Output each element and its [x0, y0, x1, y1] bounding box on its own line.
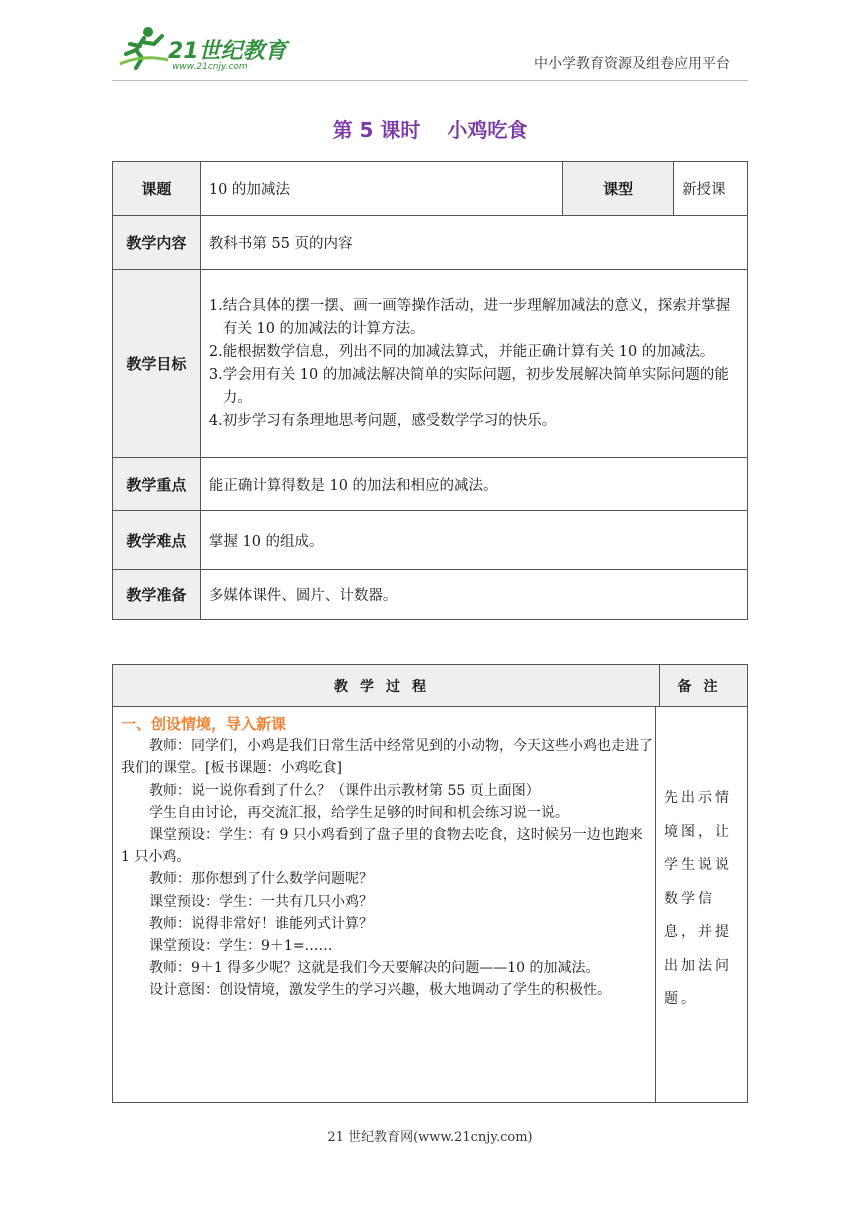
table-row: [113, 458, 748, 511]
process-paragraph: 课堂预设：学生：有 9 只小鸡看到了盘子里的食物去吃食，这时候另一边也跑来 1 只小鸡。: [121, 827, 643, 866]
table-row: [113, 570, 748, 620]
difficulty-label: 教学难点: [113, 511, 201, 570]
header-divider: [112, 80, 748, 81]
difficulty-value: 掌握 10 的组成。: [200, 511, 747, 570]
process-paragraph: 教师：同学们，小鸡是我们日常生活中经常见到的小动物，今天这些小鸡也走进了我们的课堂。[板书课题：小鸡吃食]: [121, 738, 653, 777]
section-title: 一、创设情境，导入新课: [121, 715, 287, 733]
lesson-name: 小鸡吃食: [447, 118, 528, 142]
table-row: [113, 162, 748, 216]
goal-item: 3.学会用有关 10 的加减法解决简单的实际问题，初步发展解决简单实际问题的能力。: [208, 366, 729, 406]
process-paragraph: 教师：9＋1 得多少呢？这就是我们今天要解决的问题——10 的加减法。: [149, 960, 600, 977]
process-content: [113, 707, 748, 1103]
lesson-number: 第 5 课时: [332, 118, 421, 142]
logo-url: www.21cnjy.com: [172, 62, 248, 72]
running-figure-icon: [118, 24, 170, 72]
table-row: [113, 216, 748, 270]
goal-item: 4.初步学习有条理地思考问题，感受数学学习的快乐。: [208, 412, 557, 429]
topic-label: 课题: [113, 162, 201, 216]
lesson-info-table: [112, 161, 748, 620]
page-footer: 21 世纪教育网(www.21cnjy.com): [327, 1130, 533, 1145]
goal-item: 1.结合具体的摆一摆、画一画等操作活动，进一步理解加减法的意义，探索并掌握有关 10 的加减法的计算方法。: [208, 297, 731, 337]
notes-header: 备注: [660, 665, 748, 707]
table-row: [113, 511, 748, 570]
table-header-row: [113, 665, 748, 707]
page-header: [0, 0, 860, 82]
prep-label: 教学准备: [113, 570, 201, 620]
content-value: 教科书第 55 页的内容: [200, 216, 747, 270]
content-label: 教学内容: [113, 216, 201, 270]
type-label: 课型: [563, 162, 674, 216]
process-paragraph: 教师：说得非常好！谁能列式计算？: [149, 915, 373, 932]
page-title: [0, 114, 860, 143]
process-paragraph: 课堂预设：学生：一共有几只小鸡？: [149, 893, 373, 910]
process-header: 教学过程: [113, 665, 660, 707]
type-value: 新授课: [674, 162, 748, 216]
key-value: 能正确计算得数是 10 的加法和相应的减法。: [200, 458, 747, 511]
logo-text: 21世纪教育: [168, 39, 287, 64]
key-label: 教学重点: [113, 458, 201, 511]
process-paragraph: 学生自由讨论，再交流汇报，给学生足够的时间和机会练习说一说。: [149, 804, 569, 821]
teaching-note: 先出示情境图，让学生说说数学信息，并提出加法问题。: [664, 790, 732, 1007]
goals-label: 教学目标: [113, 270, 201, 458]
process-paragraph: 设计意图：创设情境，激发学生的学习兴趣，极大地调动了学生的积极性。: [149, 982, 611, 999]
table-row: [113, 707, 748, 1103]
goals-list: [200, 270, 747, 458]
table-row: [113, 270, 748, 458]
process-paragraph: 教师：说一说你看到了什么？（课件出示教材第 55 页上面图）: [149, 782, 540, 799]
teaching-process-table: [112, 664, 748, 1103]
process-paragraph: 课堂预设：学生：9＋1=……: [149, 938, 333, 955]
notes-column-divider: [655, 706, 656, 1102]
topic-value: 10 的加减法: [200, 162, 562, 216]
process-paragraph: 教师：那你想到了什么数学问题呢？: [149, 871, 373, 888]
platform-name: 中小学教育资源及组卷应用平台: [534, 56, 730, 72]
site-logo[interactable]: [118, 24, 288, 76]
goal-item: 2.能根据数学信息，列出不同的加减法算式，并能正确计算有关 10 的加减法。: [208, 343, 715, 360]
prep-value: 多媒体课件、圆片、计数器。: [200, 570, 747, 620]
